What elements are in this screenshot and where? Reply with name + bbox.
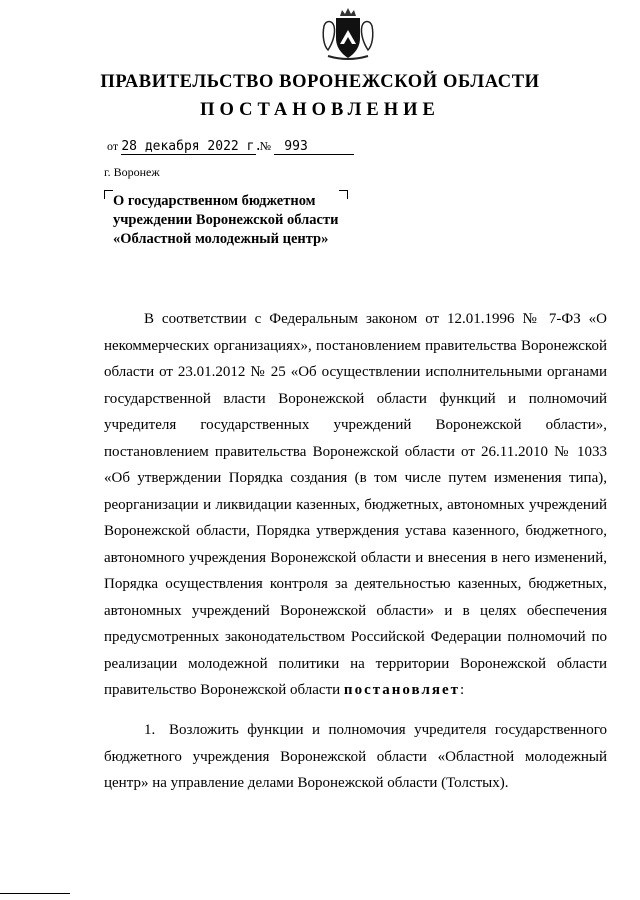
preamble-text: В соответствии с Федеральным законом от 12.01.1996 № 7-ФЗ «О некоммерческих организациях», постановлением правительства Воронежской области от 23.01.2012 № 25 «Об осуществлении исполнительными органами государственной власти Воронежской области функций и полномочий учредителя государственных учреждений Воронежской области», постановлением правительства Воронежской области от 26.11.2010 № 1033 «Об утверждении Порядка создания (в том числе путем изменения типа), реорганизации и ликвидации казенных, бюджетных, автономных учреждений Воронежской области, Порядка утверждения устава казенного, бюджетного, автономного учреждения Воронежской области и внесения в него изменений, Порядка осуществления контроля за деятельностью казенных, бюджетных, автономных учреждений Воронежской области» и в целях обеспечения предусмотренных законодательством Российской Федерации полномочий по реализации молодежной политики на территории Воронежской области правительство Воронежской области [104,311,607,698]
date-number-line [107,138,354,155]
subject-heading [113,192,338,249]
item-number: 1. [144,722,156,738]
preamble-paragraph [104,306,607,704]
resolves-word: постановляет [343,682,461,698]
subject-line: О государственном бюджетном [113,193,316,209]
document-body [104,306,607,704]
government-title: ПРАВИТЕЛЬСТВО ВОРОНЕЖСКОЙ ОБЛАСТИ [100,72,540,92]
number-label: № [259,139,272,153]
subject-bracket-left [104,190,113,199]
resolution-item [104,717,607,797]
item-text: Возложить функции и полномочия учредителя государственного бюджетного учреждения Воронежской области «Областной молодежный центр» на управление делами Воронежской области (Толстых). [104,722,607,791]
coat-of-arms-icon [318,6,378,62]
resolves-punct: : [460,682,465,698]
document-date: 28 декабря 2022 г. [121,139,263,154]
resolution-items [104,717,607,797]
from-label: от [107,139,119,153]
document-number: 993 [274,139,354,155]
subject-line: учреждении Воронежской области [113,212,339,228]
subject-line: «Областной молодежный центр» [113,231,329,247]
city: г. Воронеж [104,165,160,179]
subject-bracket-right [339,190,348,199]
document-type: ПОСТАНОВЛЕНИЕ [200,100,440,120]
footer-divider [0,893,70,894]
